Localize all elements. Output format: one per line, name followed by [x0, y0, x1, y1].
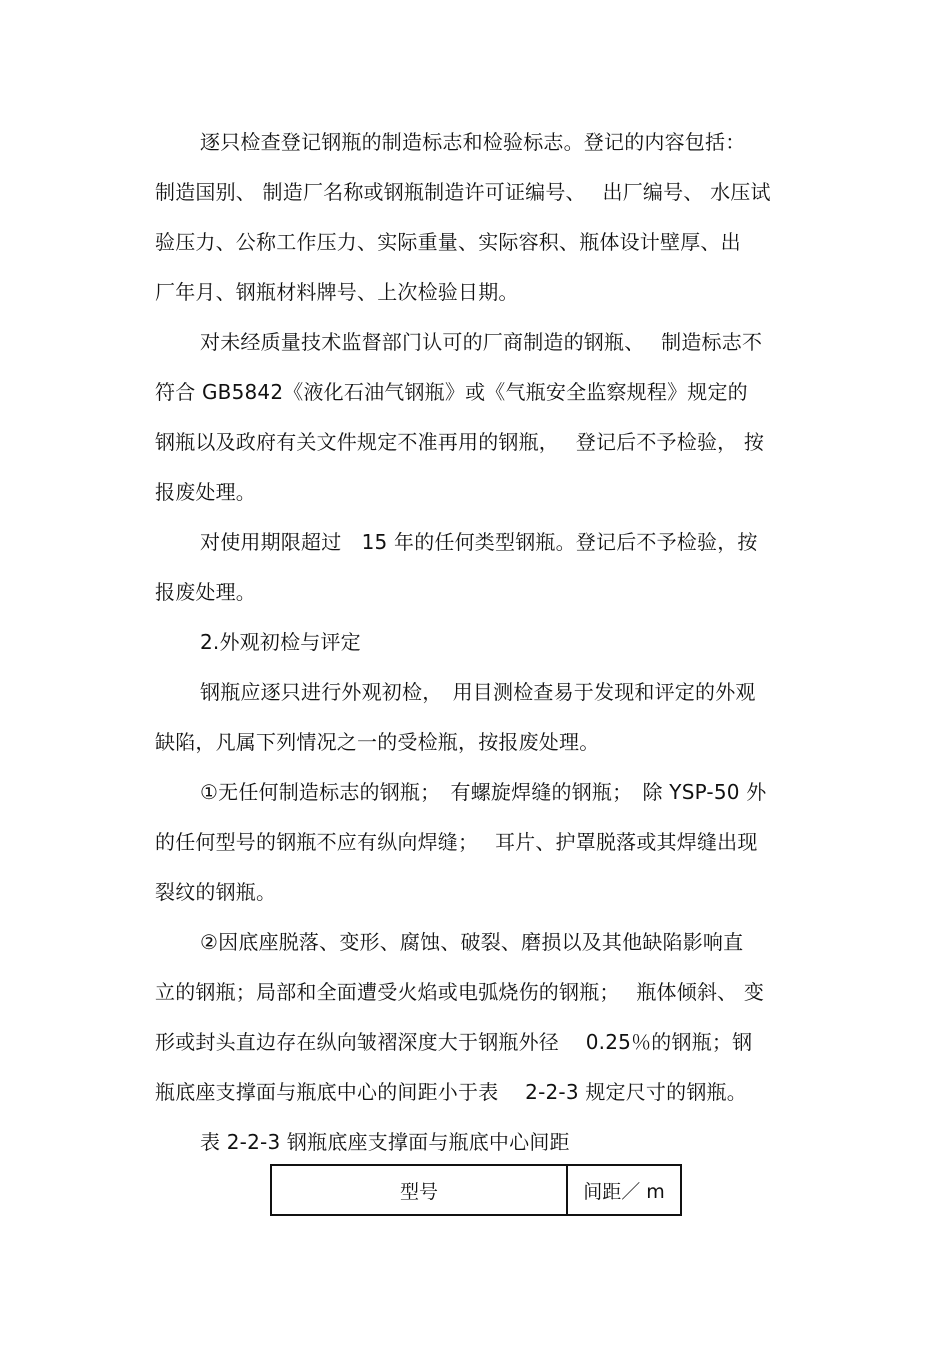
- paragraph-line-1: 逐只检查登记钢瓶的制造标志和检验标志。登记的内容包括：: [200, 130, 746, 154]
- table-header-model: 型号: [271, 1165, 567, 1215]
- paragraph-line-9: 对使用期限超过 15 年的任何类型钢瓶。登记后不予检验，按: [200, 530, 758, 554]
- table-header-row: [271, 1165, 681, 1215]
- paragraph-line-6: 符合 GB5842《液化石油气钢瓶》或《气瓶安全监察规程》规定的: [155, 380, 748, 404]
- paragraph-line-19: 形或封头直边存在纵向皱褶深度大于钢瓶外径 0.25％的钢瓶；钢: [155, 1030, 753, 1054]
- paragraph-line-5: 对未经质量技术监督部门认可的厂商制造的钢瓶、 制造标志不: [200, 330, 763, 354]
- section-heading: 2.外观初检与评定: [200, 630, 361, 654]
- table-header-spacing: 间距／ m: [567, 1165, 681, 1215]
- paragraph-line-17: ②因底座脱落、变形、腐蚀、破裂、磨损以及其他缺陷影响直: [200, 930, 744, 954]
- paragraph-line-7: 钢瓶以及政府有关文件规定不准再用的钢瓶， 登记后不予检验， 按: [155, 430, 765, 454]
- paragraph-line-2: 制造国别、 制造厂名称或钢瓶制造许可证编号、 出厂编号、 水压试: [155, 180, 771, 204]
- paragraph-line-4: 厂年月、钢瓶材料牌号、上次检验日期。: [155, 280, 519, 304]
- paragraph-line-16: 裂纹的钢瓶。: [155, 880, 277, 904]
- paragraph-line-13: 缺陷，凡属下列情况之一的受检瓶，按报废处理。: [155, 730, 600, 754]
- spacing-table: [270, 1164, 682, 1216]
- table-caption: 表 2-2-3 钢瓶底座支撑面与瓶底中心间距: [200, 1130, 570, 1154]
- paragraph-line-3: 验压力、公称工作压力、实际重量、实际容积、瓶体设计壁厚、出: [155, 230, 741, 254]
- paragraph-line-15: 的任何型号的钢瓶不应有纵向焊缝； 耳片、护罩脱落或其焊缝出现: [155, 830, 758, 854]
- paragraph-line-14: ①无任何制造标志的钢瓶； 有螺旋焊缝的钢瓶； 除 YSP-50 外: [200, 780, 767, 804]
- paragraph-line-20: 瓶底座支撑面与瓶底中心的间距小于表 2-2-3 规定尺寸的钢瓶。: [155, 1080, 747, 1104]
- paragraph-line-10: 报废处理。: [155, 580, 256, 604]
- paragraph-line-12: 钢瓶应逐只进行外观初检， 用目测检查易于发现和评定的外观: [200, 680, 756, 704]
- paragraph-line-8: 报废处理。: [155, 480, 256, 504]
- paragraph-line-18: 立的钢瓶；局部和全面遭受火焰或电弧烧伤的钢瓶； 瓶体倾斜、 变: [155, 980, 765, 1004]
